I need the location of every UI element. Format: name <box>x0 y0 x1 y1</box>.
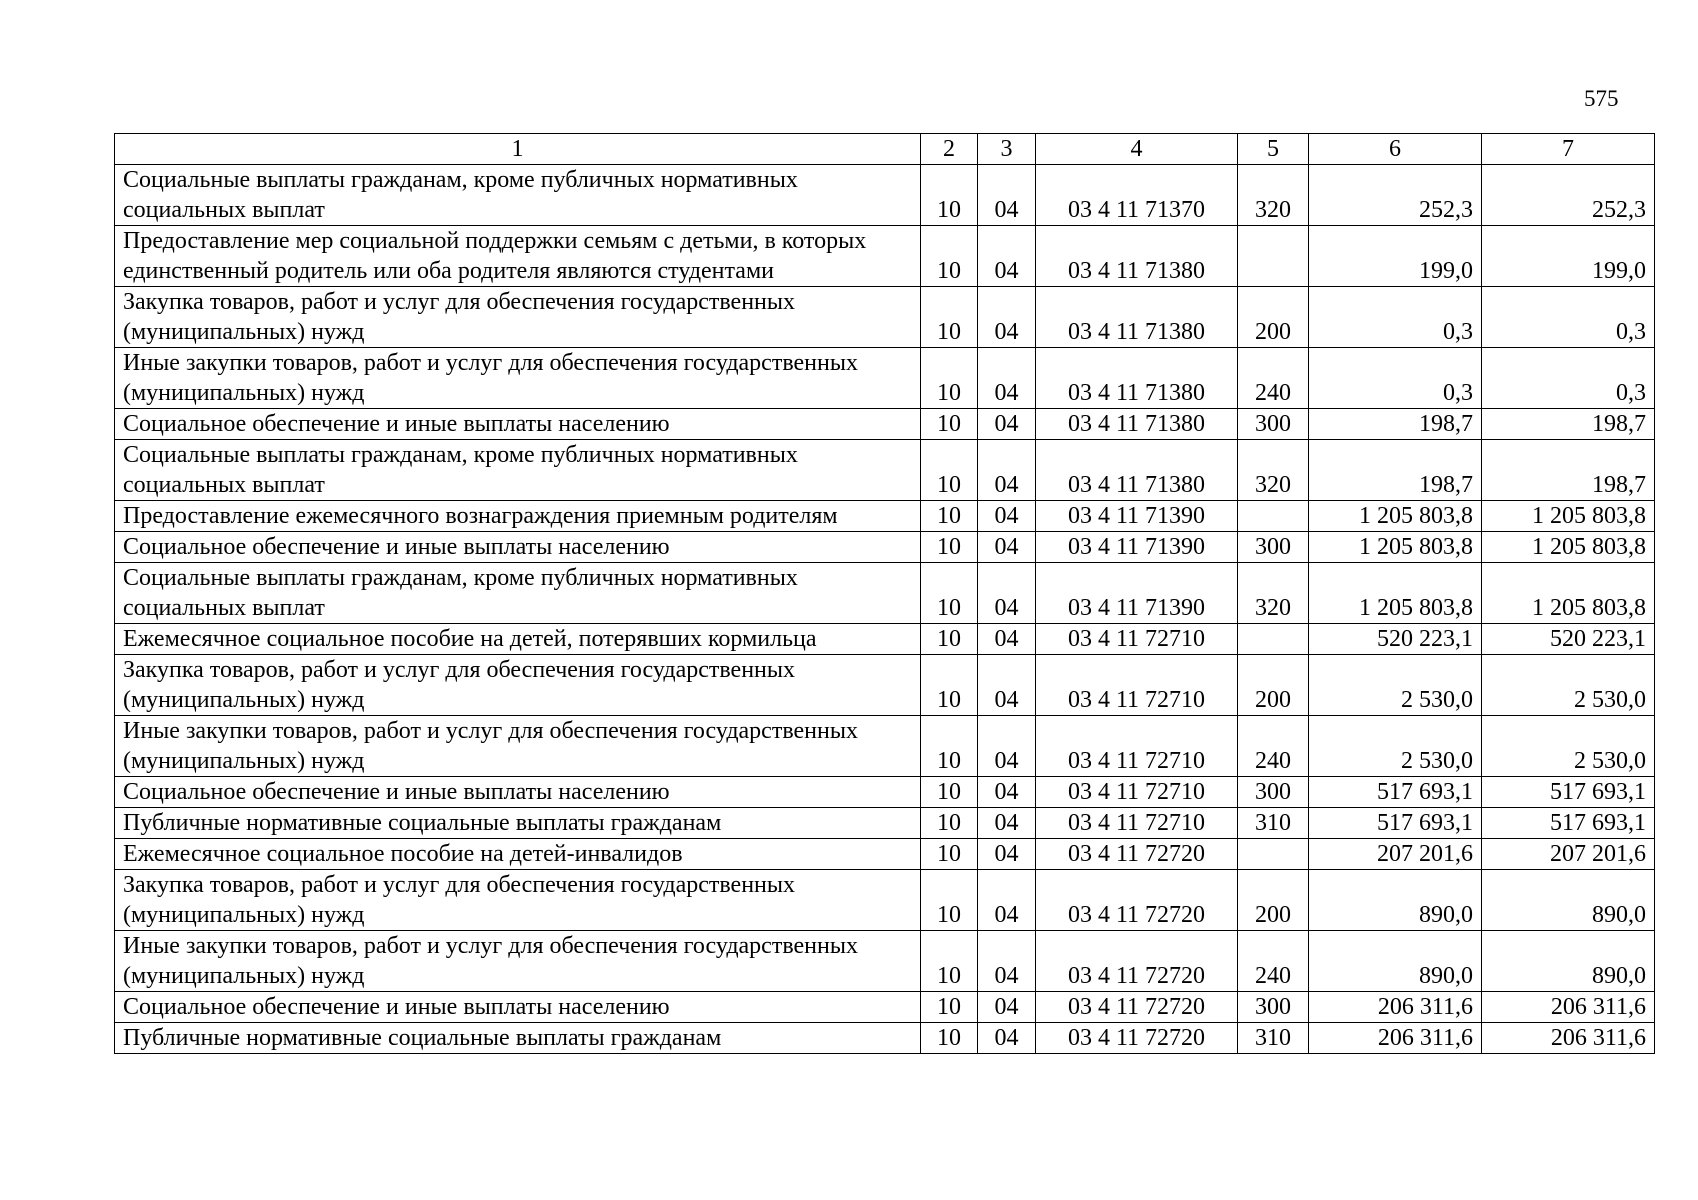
cell-subsection: 04 <box>978 409 1036 440</box>
cell-target-code: 03 4 11 72710 <box>1036 716 1238 777</box>
cell-name: Ежемесячное социальное пособие на детей-инвалидов <box>115 839 921 870</box>
cell-section: 10 <box>921 226 978 287</box>
cell-name: Закупка товаров, работ и услуг для обеспечения государственных (муниципальных) нужд <box>115 287 921 348</box>
cell-subsection: 04 <box>978 348 1036 409</box>
cell-expense-type: 200 <box>1238 287 1309 348</box>
table-row <box>115 165 1655 226</box>
cell-target-code: 03 4 11 71380 <box>1036 409 1238 440</box>
cell-section: 10 <box>921 992 978 1023</box>
cell-target-code: 03 4 11 71370 <box>1036 165 1238 226</box>
column-header-3: 3 <box>978 134 1036 165</box>
table-row <box>115 501 1655 532</box>
cell-name: Закупка товаров, работ и услуг для обеспечения государственных (муниципальных) нужд <box>115 870 921 931</box>
cell-expense-type <box>1238 501 1309 532</box>
cell-subsection: 04 <box>978 839 1036 870</box>
cell-amount-2: 517 693,1 <box>1482 777 1655 808</box>
cell-amount-2: 1 205 803,8 <box>1482 532 1655 563</box>
cell-expense-type: 200 <box>1238 655 1309 716</box>
cell-amount-2: 198,7 <box>1482 409 1655 440</box>
cell-expense-type: 300 <box>1238 532 1309 563</box>
table-row <box>115 777 1655 808</box>
cell-amount-2: 2 530,0 <box>1482 716 1655 777</box>
cell-expense-type: 300 <box>1238 409 1309 440</box>
cell-amount-2: 0,3 <box>1482 348 1655 409</box>
table-row <box>115 226 1655 287</box>
cell-section: 10 <box>921 839 978 870</box>
cell-section: 10 <box>921 532 978 563</box>
cell-name: Закупка товаров, работ и услуг для обеспечения государственных (муниципальных) нужд <box>115 655 921 716</box>
cell-expense-type <box>1238 226 1309 287</box>
cell-target-code: 03 4 11 71380 <box>1036 226 1238 287</box>
cell-amount-2: 890,0 <box>1482 931 1655 992</box>
cell-subsection: 04 <box>978 532 1036 563</box>
cell-expense-type: 240 <box>1238 716 1309 777</box>
table-row <box>115 409 1655 440</box>
table-row <box>115 348 1655 409</box>
cell-amount-2: 206 311,6 <box>1482 1023 1655 1054</box>
cell-target-code: 03 4 11 71380 <box>1036 440 1238 501</box>
table-row <box>115 1023 1655 1054</box>
cell-amount-2: 198,7 <box>1482 440 1655 501</box>
cell-section: 10 <box>921 440 978 501</box>
cell-target-code: 03 4 11 72710 <box>1036 777 1238 808</box>
cell-amount-1: 1 205 803,8 <box>1309 501 1482 532</box>
cell-subsection: 04 <box>978 287 1036 348</box>
cell-expense-type: 320 <box>1238 563 1309 624</box>
table-row <box>115 870 1655 931</box>
cell-name: Иные закупки товаров, работ и услуг для обеспечения государственных (муниципальных) нужд <box>115 716 921 777</box>
cell-amount-1: 206 311,6 <box>1309 1023 1482 1054</box>
cell-expense-type: 240 <box>1238 348 1309 409</box>
cell-amount-2: 517 693,1 <box>1482 808 1655 839</box>
cell-amount-1: 517 693,1 <box>1309 777 1482 808</box>
cell-subsection: 04 <box>978 226 1036 287</box>
cell-subsection: 04 <box>978 808 1036 839</box>
cell-name: Публичные нормативные социальные выплаты гражданам <box>115 1023 921 1054</box>
cell-subsection: 04 <box>978 165 1036 226</box>
cell-amount-2: 520 223,1 <box>1482 624 1655 655</box>
cell-section: 10 <box>921 777 978 808</box>
column-header-2: 2 <box>921 134 978 165</box>
cell-amount-2: 0,3 <box>1482 287 1655 348</box>
cell-expense-type: 240 <box>1238 931 1309 992</box>
cell-expense-type: 300 <box>1238 777 1309 808</box>
cell-section: 10 <box>921 716 978 777</box>
cell-expense-type: 320 <box>1238 440 1309 501</box>
cell-expense-type <box>1238 839 1309 870</box>
cell-target-code: 03 4 11 71390 <box>1036 532 1238 563</box>
table-row <box>115 992 1655 1023</box>
cell-name: Предоставление ежемесячного вознаграждения приемным родителям <box>115 501 921 532</box>
cell-name: Предоставление мер социальной поддержки семьям с детьми, в которых единственный родитель или оба родителя являются студентами <box>115 226 921 287</box>
cell-name: Иные закупки товаров, работ и услуг для обеспечения государственных (муниципальных) нужд <box>115 348 921 409</box>
cell-expense-type <box>1238 624 1309 655</box>
cell-section: 10 <box>921 501 978 532</box>
cell-amount-1: 520 223,1 <box>1309 624 1482 655</box>
cell-amount-1: 0,3 <box>1309 287 1482 348</box>
cell-target-code: 03 4 11 71390 <box>1036 563 1238 624</box>
column-header-4: 4 <box>1036 134 1238 165</box>
cell-amount-1: 199,0 <box>1309 226 1482 287</box>
table-row <box>115 563 1655 624</box>
cell-target-code: 03 4 11 72720 <box>1036 1023 1238 1054</box>
cell-section: 10 <box>921 655 978 716</box>
cell-section: 10 <box>921 624 978 655</box>
table-header-row <box>115 134 1655 165</box>
cell-target-code: 03 4 11 71380 <box>1036 348 1238 409</box>
cell-amount-1: 207 201,6 <box>1309 839 1482 870</box>
table-row <box>115 839 1655 870</box>
cell-amount-2: 252,3 <box>1482 165 1655 226</box>
cell-amount-2: 2 530,0 <box>1482 655 1655 716</box>
table-row <box>115 931 1655 992</box>
cell-amount-1: 890,0 <box>1309 870 1482 931</box>
cell-amount-1: 2 530,0 <box>1309 716 1482 777</box>
cell-amount-1: 198,7 <box>1309 409 1482 440</box>
page-number: 575 <box>1584 86 1619 111</box>
cell-name: Социальные выплаты гражданам, кроме публичных нормативных социальных выплат <box>115 563 921 624</box>
cell-expense-type: 200 <box>1238 870 1309 931</box>
cell-name: Ежемесячное социальное пособие на детей, потерявших кормильца <box>115 624 921 655</box>
cell-amount-2: 199,0 <box>1482 226 1655 287</box>
cell-expense-type: 310 <box>1238 808 1309 839</box>
cell-amount-2: 1 205 803,8 <box>1482 501 1655 532</box>
cell-amount-2: 207 201,6 <box>1482 839 1655 870</box>
column-header-6: 6 <box>1309 134 1482 165</box>
cell-subsection: 04 <box>978 624 1036 655</box>
column-header-1: 1 <box>115 134 921 165</box>
cell-amount-1: 1 205 803,8 <box>1309 532 1482 563</box>
table-row <box>115 532 1655 563</box>
cell-subsection: 04 <box>978 992 1036 1023</box>
cell-amount-1: 890,0 <box>1309 931 1482 992</box>
cell-expense-type: 300 <box>1238 992 1309 1023</box>
cell-name: Социальные выплаты гражданам, кроме публичных нормативных социальных выплат <box>115 165 921 226</box>
cell-amount-1: 206 311,6 <box>1309 992 1482 1023</box>
column-header-7: 7 <box>1482 134 1655 165</box>
table-row <box>115 440 1655 501</box>
cell-target-code: 03 4 11 72720 <box>1036 992 1238 1023</box>
cell-amount-2: 1 205 803,8 <box>1482 563 1655 624</box>
cell-target-code: 03 4 11 72720 <box>1036 870 1238 931</box>
cell-amount-1: 517 693,1 <box>1309 808 1482 839</box>
budget-table <box>114 133 1655 1054</box>
cell-name: Социальное обеспечение и иные выплаты населению <box>115 777 921 808</box>
cell-name: Иные закупки товаров, работ и услуг для обеспечения государственных (муниципальных) нужд <box>115 931 921 992</box>
cell-amount-1: 1 205 803,8 <box>1309 563 1482 624</box>
cell-subsection: 04 <box>978 931 1036 992</box>
table-row <box>115 624 1655 655</box>
cell-amount-2: 206 311,6 <box>1482 992 1655 1023</box>
cell-target-code: 03 4 11 72710 <box>1036 624 1238 655</box>
cell-section: 10 <box>921 287 978 348</box>
table-row <box>115 716 1655 777</box>
cell-subsection: 04 <box>978 1023 1036 1054</box>
table-row <box>115 808 1655 839</box>
cell-subsection: 04 <box>978 777 1036 808</box>
cell-section: 10 <box>921 870 978 931</box>
cell-target-code: 03 4 11 71390 <box>1036 501 1238 532</box>
cell-target-code: 03 4 11 72720 <box>1036 931 1238 992</box>
cell-amount-2: 890,0 <box>1482 870 1655 931</box>
cell-name: Социальное обеспечение и иные выплаты населению <box>115 992 921 1023</box>
table-row <box>115 655 1655 716</box>
cell-section: 10 <box>921 165 978 226</box>
cell-subsection: 04 <box>978 870 1036 931</box>
cell-name: Социальное обеспечение и иные выплаты населению <box>115 409 921 440</box>
cell-section: 10 <box>921 563 978 624</box>
cell-section: 10 <box>921 931 978 992</box>
cell-name: Социальные выплаты гражданам, кроме публичных нормативных социальных выплат <box>115 440 921 501</box>
column-header-5: 5 <box>1238 134 1309 165</box>
cell-amount-1: 0,3 <box>1309 348 1482 409</box>
table-body <box>115 165 1655 1054</box>
cell-subsection: 04 <box>978 716 1036 777</box>
cell-expense-type: 310 <box>1238 1023 1309 1054</box>
cell-subsection: 04 <box>978 501 1036 532</box>
cell-target-code: 03 4 11 72720 <box>1036 839 1238 870</box>
cell-subsection: 04 <box>978 440 1036 501</box>
cell-section: 10 <box>921 808 978 839</box>
cell-amount-1: 252,3 <box>1309 165 1482 226</box>
cell-expense-type: 320 <box>1238 165 1309 226</box>
cell-name: Публичные нормативные социальные выплаты гражданам <box>115 808 921 839</box>
cell-target-code: 03 4 11 72710 <box>1036 655 1238 716</box>
cell-amount-1: 2 530,0 <box>1309 655 1482 716</box>
cell-target-code: 03 4 11 72710 <box>1036 808 1238 839</box>
table-row <box>115 287 1655 348</box>
cell-amount-1: 198,7 <box>1309 440 1482 501</box>
cell-section: 10 <box>921 348 978 409</box>
cell-section: 10 <box>921 1023 978 1054</box>
cell-target-code: 03 4 11 71380 <box>1036 287 1238 348</box>
cell-subsection: 04 <box>978 563 1036 624</box>
cell-name: Социальное обеспечение и иные выплаты населению <box>115 532 921 563</box>
cell-subsection: 04 <box>978 655 1036 716</box>
cell-section: 10 <box>921 409 978 440</box>
